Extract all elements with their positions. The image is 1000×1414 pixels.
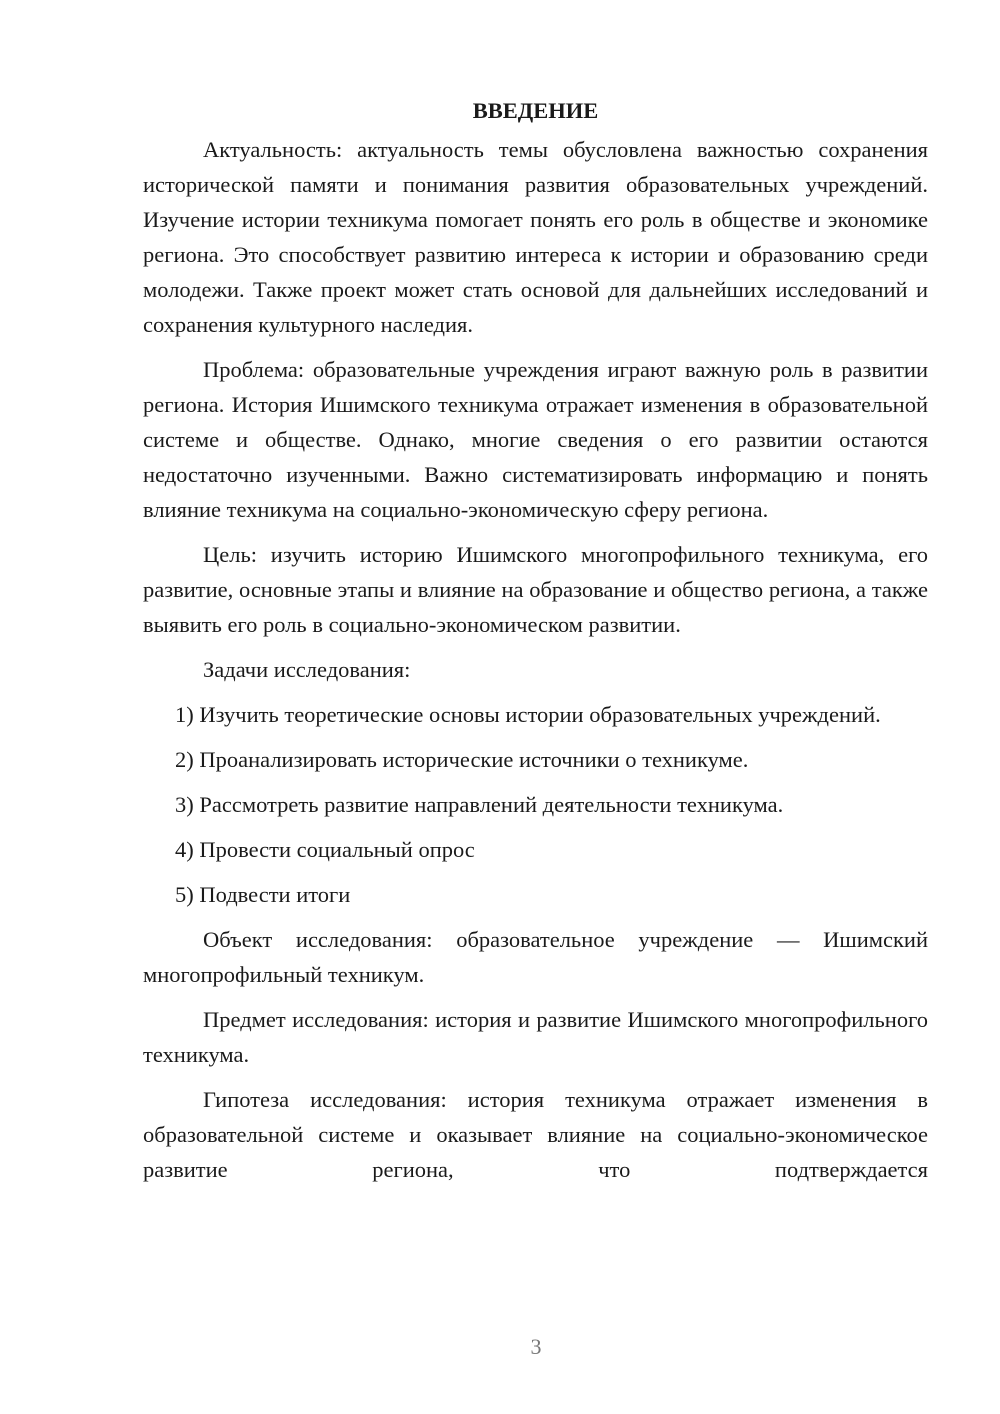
task-item-1: 1) Изучить теоретические основы истории образовательных учреждений. bbox=[175, 702, 881, 727]
task-item-5: 5) Подвести итоги bbox=[175, 882, 351, 907]
goal-paragraph: Цель: изучить историю Ишимского многопрофильного техникума, его развитие, основные этапы и влияние на образование и общество региона, а также выявить его роль в социально-экономическом развитии. bbox=[143, 542, 928, 637]
tasks-heading: Задачи исследования: bbox=[203, 657, 411, 682]
subject-paragraph: Предмет исследования: история и развитие Ишимского многопрофильного техникума. bbox=[143, 1007, 928, 1067]
relevance-paragraph: Актуальность: актуальность темы обусловлена важностью сохранения исторической памяти и понимания развития образовательных учреждений. Изучение истории техникума помогает понять его роль в обществе и экономике региона. Это способствует развитию интереса к истории и образованию среди молодежи. Также проект может стать основой для дальнейших исследований и сохранения культурного наследия. bbox=[143, 137, 928, 337]
page-title: ВВЕДЕНИЕ bbox=[472, 98, 599, 123]
problem-paragraph: Проблема: образовательные учреждения играют важную роль в развитии региона. История Ишимского техникума отражает изменения в образовательной системе и обществе. Однако, многие сведения о его развитии остаются недостаточно изученными. Важно систематизировать информацию и понять влияние техникума на социально-экономическую сферу региона. bbox=[143, 357, 928, 522]
page-number: 3 bbox=[530, 1334, 542, 1359]
task-item-2: 2) Проанализировать исторические источники о техникуме. bbox=[175, 747, 749, 772]
task-item-4: 4) Провести социальный опрос bbox=[175, 837, 475, 862]
object-paragraph: Объект исследования: образовательное учреждение — Ишимский многопрофильный техникум. bbox=[143, 927, 928, 987]
task-item-3: 3) Рассмотреть развитие направлений деятельности техникума. bbox=[175, 792, 784, 817]
document-body bbox=[143, 96, 928, 1197]
hypothesis-paragraph: Гипотеза исследования: история техникума отражает изменения в образовательной системе и оказывает влияние на социально-экономическое развитие региона, что подтверждается bbox=[143, 1087, 928, 1182]
